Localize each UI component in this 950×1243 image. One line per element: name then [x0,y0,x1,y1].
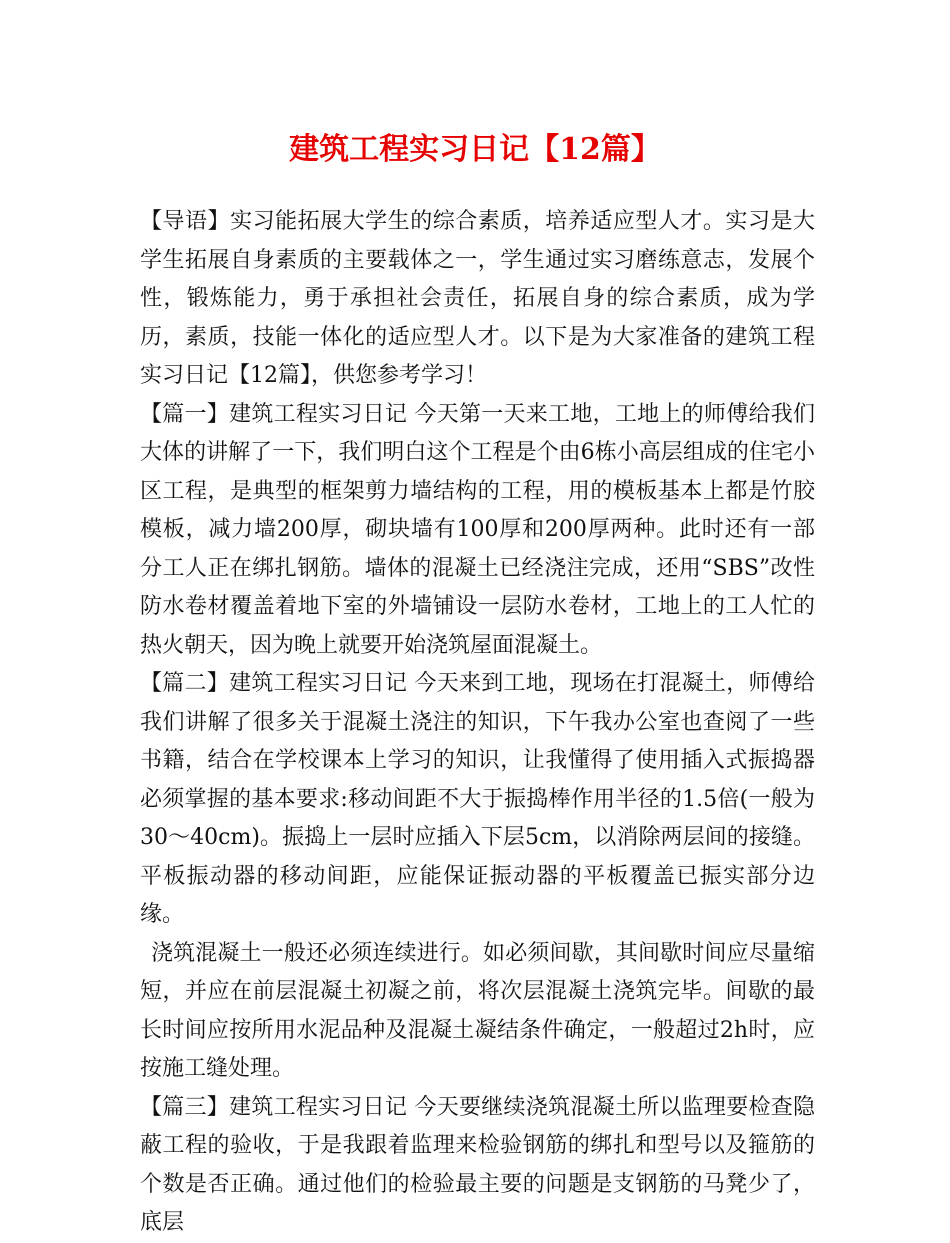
paragraph-part-one: 【篇一】建筑工程实习日记 今天第一天来工地，工地上的师傅给我们大体的讲解了一下，我们明白这个工程是个由6栋小高层组成的住宅小区工程，是典型的框架剪力墙结构的工程，用的模板基本上都是竹胶模板，减力墙200厚，砌块墙有100厚和200厚两种。此时还有一部分工人正在绑扎钢筋。墙体的混凝土已经浇注完成，还用“SBS”改性防水卷材覆盖着地下室的外墙铺设一层防水卷材，工地上的工人忙的热火朝天，因为晚上就要开始浇筑屋面混凝土。 [140,401,815,658]
paragraph-part-two-continued: 浇筑混凝土一般还必须连续进行。如必须间歇，其间歇时间应尽量缩短，并应在前层混凝土初凝之前，将次层混凝土浇筑完毕。间歇的最长时间应按所用水泥品种及混凝土凝结条件确定，一般超过2h时，应按施工缝处理。 [140,940,815,1081]
paragraph-part-two: 【篇二】建筑工程实习日记 今天来到工地，现场在打混凝土，师傅给我们讲解了很多关于混凝土浇注的知识，下午我办公室也查阅了一些书籍，结合在学校课本上学习的知识，让我懂得了使用插入式振捣器必须掌握的基本要求:移动间距不大于振捣棒作用半径的1.5倍(一般为30～40cm)。振捣上一层时应插入下层5cm，以消除两层间的接缝。平板振动器的移动间距，应能保证振动器的平板覆盖已振实部分边缘。 [140,671,815,927]
paragraph-intro: 【导语】实习能拓展大学生的综合素质，培养适应型人才。实习是大学生拓展自身素质的主要载体之一，学生通过实习磨练意志，发展个性，锻炼能力，勇于承担社会责任，拓展自身的综合素质，成为学历，素质，技能一体化的适应型人才。以下是为大家准备的建筑工程实习日记【12篇】，供您参考学习！ [140,209,815,388]
paragraph-part-three: 【篇三】建筑工程实习日记 今天要继续浇筑混凝土所以监理要检查隐蔽工程的验收，于是我跟着监理来检验钢筋的绑扎和型号以及箍筋的个数是否正确。通过他们的检验最主要的问题是支钢筋的马凳少了，底层 [140,1094,815,1235]
document-body [140,203,815,1243]
document-title: 建筑工程实习日记【12篇】 [289,132,661,167]
